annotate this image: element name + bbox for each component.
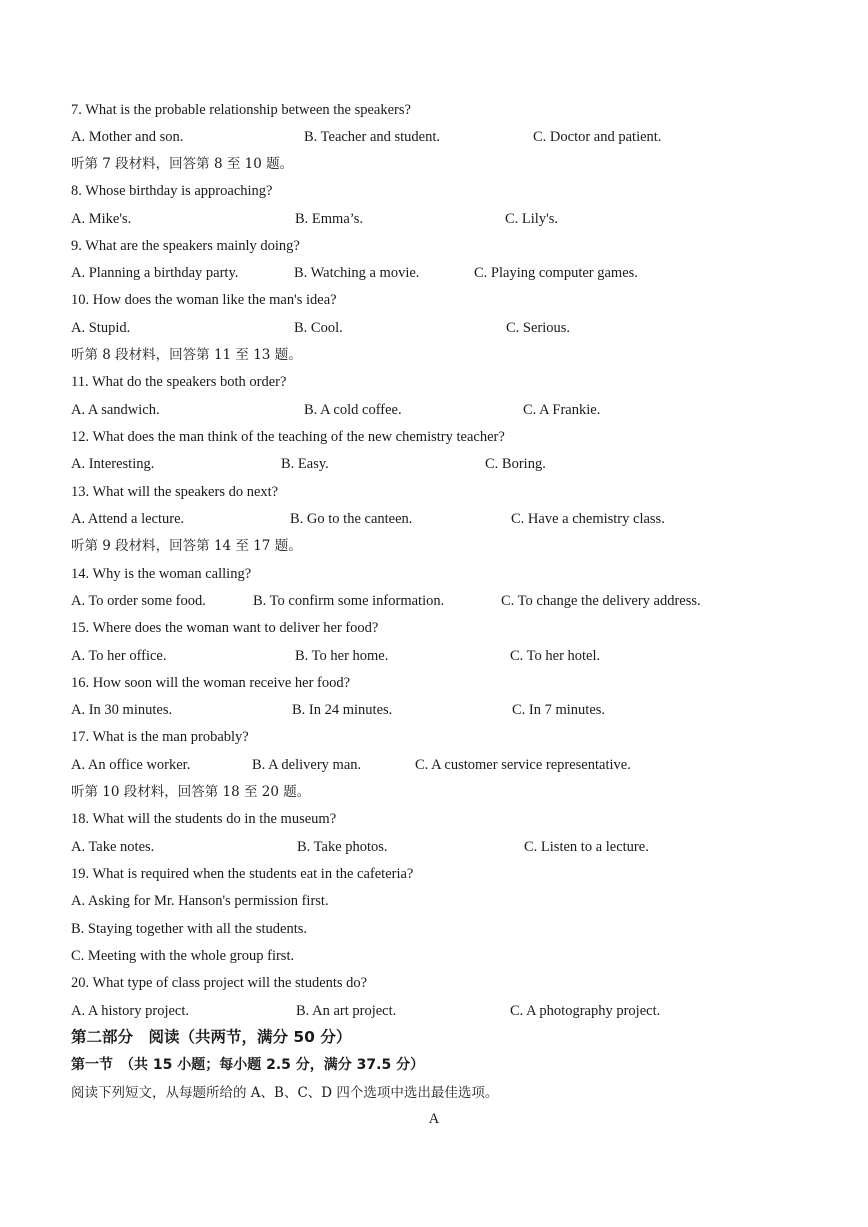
question-stem: 9. What are the speakers mainly doing?: [71, 238, 300, 254]
option-c: C. A customer service representative.: [415, 757, 631, 773]
reading-instruction: 阅读下列短文，从每题所给的 A、B、C、D 四个选项中选出最佳选项。: [71, 1085, 499, 1101]
option-b: B. To her home.: [295, 648, 389, 664]
option-c: C. Have a chemistry class.: [511, 511, 665, 527]
option-c: C. A Frankie.: [523, 402, 601, 418]
question-options: [71, 838, 649, 856]
question-stem: 17. What is the man probably?: [71, 729, 249, 745]
passage-label: A: [428, 1111, 440, 1127]
option-a: A. Mike's.: [71, 211, 132, 227]
question-options: [71, 1002, 661, 1020]
option-c: C. A photography project.: [510, 1003, 661, 1019]
option-c: C. Lily's.: [505, 211, 558, 227]
option-b: B. Teacher and student.: [304, 129, 441, 145]
option-b: B. A delivery man.: [252, 757, 362, 773]
question-stem: 15. Where does the woman want to deliver her food?: [71, 620, 379, 636]
option-b: B. Easy.: [281, 456, 329, 472]
question-options: [71, 210, 558, 228]
question-stem: 7. What is the probable relationship between the speakers?: [71, 102, 411, 118]
question-options: [71, 756, 631, 774]
question-stem: 8. Whose birthday is approaching?: [71, 183, 273, 199]
option-a: A. Take notes.: [71, 839, 155, 855]
question-stem: 12. What does the man think of the teaching of the new chemistry teacher?: [71, 429, 505, 445]
option-a: A. Planning a birthday party.: [71, 265, 239, 281]
option-c: C. In 7 minutes.: [512, 702, 606, 718]
option-c: C. To her hotel.: [510, 648, 601, 664]
option-c: C. Doctor and patient.: [533, 129, 662, 145]
question-options: [71, 128, 662, 146]
option-c: C. Meeting with the whole group first.: [71, 948, 295, 964]
option-a: A. To her office.: [71, 648, 167, 664]
listening-group-instruction: 听第 7 段材料，回答第 8 至 10 题。: [71, 156, 294, 172]
question-options: [71, 592, 701, 610]
question-options: [71, 264, 638, 282]
question-stem: 19. What is required when the students eat in the cafeteria?: [71, 866, 414, 882]
listening-group-instruction: 听第 8 段材料，回答第 11 至 13 题。: [71, 347, 302, 363]
question-stem: 18. What will the students do in the museum?: [71, 811, 337, 827]
option-c: C. Playing computer games.: [474, 265, 638, 281]
option-b: B. To confirm some information.: [253, 593, 445, 609]
option-a: A. A history project.: [71, 1003, 190, 1019]
part-title: 第二部分 阅读（共两节，满分 50 分）: [71, 1028, 352, 1046]
question-options: [71, 647, 601, 665]
option-c: C. Listen to a lecture.: [524, 839, 649, 855]
option-b: B. Watching a movie.: [294, 265, 420, 281]
option-a: A. Interesting.: [71, 456, 155, 472]
listening-group-instruction: 听第 9 段材料，回答第 14 至 17 题。: [71, 538, 302, 554]
option-b: B. An art project.: [296, 1003, 397, 1019]
option-b: B. In 24 minutes.: [292, 702, 393, 718]
option-b: B. A cold coffee.: [304, 402, 402, 418]
question-stem: 14. Why is the woman calling?: [71, 566, 252, 582]
option-b: B. Staying together with all the students.: [71, 921, 308, 937]
question-options: [71, 510, 665, 528]
option-c: C. Serious.: [506, 320, 571, 336]
section-title: 第一节 （共 15 小题；每小题 2.5 分，满分 37.5 分）: [71, 1057, 425, 1073]
option-b: B. Cool.: [294, 320, 343, 336]
option-b: B. Go to the canteen.: [290, 511, 413, 527]
question-stem: 11. What do the speakers both order?: [71, 374, 287, 390]
option-b: B. Take photos.: [297, 839, 388, 855]
option-a: A. In 30 minutes.: [71, 702, 173, 718]
question-options: [71, 701, 606, 719]
question-options: [71, 319, 571, 337]
option-a: A. A sandwich.: [71, 402, 160, 418]
option-b: B. Emma’s.: [295, 211, 364, 227]
question-stem: 16. How soon will the woman receive her food?: [71, 675, 351, 691]
option-c: C. Boring.: [485, 456, 546, 472]
option-a: A. Asking for Mr. Hanson's permission first.: [71, 893, 329, 909]
option-a: A. To order some food.: [71, 593, 206, 609]
option-a: A. Stupid.: [71, 320, 131, 336]
question-options: [71, 455, 546, 473]
option-a: A. An office worker.: [71, 757, 191, 773]
question-stem: 20. What type of class project will the students do?: [71, 975, 368, 991]
option-c: C. To change the delivery address.: [501, 593, 701, 609]
question-stem: 13. What will the speakers do next?: [71, 484, 279, 500]
option-a: A. Attend a lecture.: [71, 511, 185, 527]
option-a: A. Mother and son.: [71, 129, 184, 145]
question-options: [71, 401, 601, 419]
listening-group-instruction: 听第 10 段材料，回答第 18 至 20 题。: [71, 784, 311, 800]
question-stem: 10. How does the woman like the man's idea?: [71, 292, 337, 308]
